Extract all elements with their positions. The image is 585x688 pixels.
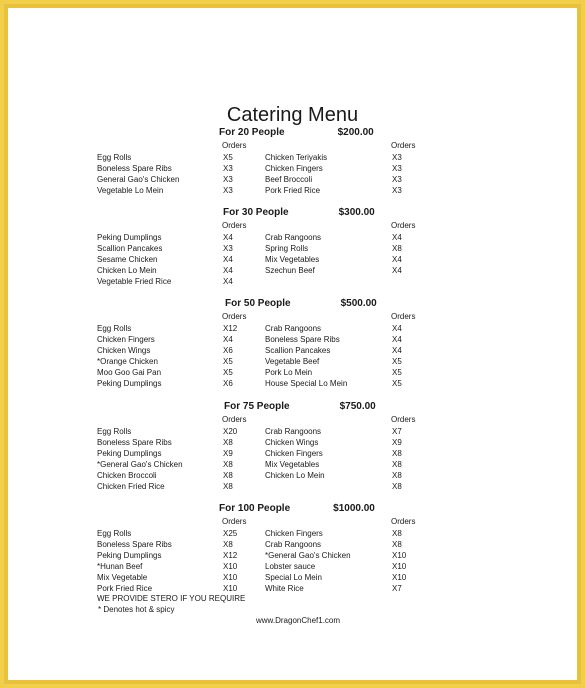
- menu-item-qty: X3: [223, 164, 233, 173]
- menu-item-name: Pork Lo Mein: [265, 368, 313, 377]
- menu-item-qty: X3: [223, 175, 233, 184]
- orders-label-right: Orders: [391, 517, 416, 526]
- menu-item-qty: X4: [223, 255, 233, 264]
- menu-item-qty: X8: [223, 438, 233, 447]
- menu-item-qty: X8: [392, 460, 402, 469]
- menu-item-name: Mix Vegetable: [97, 573, 148, 582]
- menu-item-name: *Orange Chicken: [97, 357, 158, 366]
- menu-item-name: Vegetable Beef: [265, 357, 320, 366]
- menu-item-name: Boneless Spare Ribs: [97, 540, 172, 549]
- menu-item-qty: X4: [223, 266, 233, 275]
- section-people: For 30 People: [223, 207, 289, 218]
- orders-label-right: Orders: [391, 221, 416, 230]
- menu-item-qty: X12: [223, 551, 238, 560]
- orders-label-right: Orders: [391, 312, 416, 321]
- menu-item-qty: X9: [223, 449, 233, 458]
- menu-item-qty: X8: [392, 540, 402, 549]
- menu-item-qty: X4: [392, 233, 402, 242]
- section-price: $200.00: [337, 127, 374, 138]
- menu-item-qty: X4: [392, 266, 402, 275]
- menu-item-qty: X8: [223, 471, 233, 480]
- menu-item-qty: X7: [392, 584, 402, 593]
- menu-item-name: House Special Lo Mein: [265, 379, 348, 388]
- menu-item-name: Peking Dumplings: [97, 379, 162, 388]
- menu-item-qty: X5: [392, 379, 402, 388]
- menu-item-qty: X3: [223, 186, 233, 195]
- orders-label-left: Orders: [222, 312, 247, 321]
- page-title-text: Catering Menu: [226, 104, 359, 126]
- menu-item-name: Chicken Fingers: [265, 164, 323, 173]
- menu-item-qty: X4: [392, 346, 402, 355]
- menu-item-name: Egg Rolls: [97, 324, 132, 333]
- menu-item-name: White Rice: [265, 584, 304, 593]
- menu-item-qty: X5: [223, 368, 233, 377]
- menu-item-qty: X6: [223, 346, 233, 355]
- section-people: For 75 People: [224, 401, 290, 412]
- menu-item-qty: X4: [223, 233, 233, 242]
- section-price: $300.00: [338, 207, 375, 218]
- menu-item-qty: X4: [392, 324, 402, 333]
- menu-item-qty: X8: [392, 449, 402, 458]
- section-header: [225, 298, 377, 309]
- menu-item-name: Chicken Wings: [265, 438, 319, 447]
- menu-item-name: Szechun Beef: [265, 266, 315, 275]
- menu-item-qty: X8: [223, 540, 233, 549]
- menu-item-name: Peking Dumplings: [97, 551, 162, 560]
- menu-item-name: Chicken Fingers: [265, 449, 323, 458]
- menu-item-name: Lobster sauce: [265, 562, 316, 571]
- orders-label-right: Orders: [391, 141, 416, 150]
- menu-item-qty: X4: [392, 255, 402, 264]
- menu-item-name: Boneless Spare Ribs: [97, 164, 172, 173]
- orders-label-left: Orders: [222, 415, 247, 424]
- menu-item-name: Chicken Lo Mein: [265, 471, 325, 480]
- menu-item-name: Chicken Fingers: [265, 529, 323, 538]
- menu-item-qty: X3: [223, 244, 233, 253]
- menu-item-qty: X12: [223, 324, 238, 333]
- section-price: $1000.00: [333, 503, 375, 514]
- menu-item-qty: X3: [392, 175, 402, 184]
- stereo-note: WE PROVIDE STERO IF YOU REQUIRE: [97, 594, 246, 603]
- section-price: $750.00: [339, 401, 376, 412]
- menu-item-qty: X6: [223, 379, 233, 388]
- menu-item-qty: X7: [392, 427, 402, 436]
- menu-item-name: Peking Dumplings: [97, 449, 162, 458]
- menu-item-name: Egg Rolls: [97, 153, 132, 162]
- orders-label-left: Orders: [222, 141, 247, 150]
- menu-item-qty: X5: [223, 153, 233, 162]
- menu-item-qty: X8: [392, 471, 402, 480]
- spicy-note: * Denotes hot & spicy: [98, 605, 175, 614]
- menu-item-name: Boneless Spare Ribs: [265, 335, 340, 344]
- menu-item-name: Spring Rolls: [265, 244, 309, 253]
- menu-item-name: *Hunan Beef: [97, 562, 143, 571]
- orders-label-left: Orders: [222, 221, 247, 230]
- section-header: [219, 127, 374, 138]
- menu-item-name: Peking Dumplings: [97, 233, 162, 242]
- page-title: [8, 104, 577, 127]
- menu-item-name: Pork Fried Rice: [265, 186, 321, 195]
- menu-item-name: Vegetable Lo Mein: [97, 186, 164, 195]
- section-header: [219, 503, 375, 514]
- menu-item-qty: X10: [392, 573, 407, 582]
- menu-item-name: Scallion Pancakes: [97, 244, 163, 253]
- menu-item-name: Chicken Wings: [97, 346, 151, 355]
- menu-item-name: Pork Fried Rice: [97, 584, 153, 593]
- menu-item-qty: X10: [223, 562, 238, 571]
- menu-item-qty: X5: [392, 357, 402, 366]
- menu-item-qty: X8: [392, 482, 402, 491]
- section-header: [224, 401, 376, 412]
- menu-item-qty: X10: [223, 584, 238, 593]
- menu-item-qty: X8: [223, 482, 233, 491]
- section-price: $500.00: [340, 298, 377, 309]
- menu-item-qty: X8: [223, 460, 233, 469]
- menu-item-name: Crab Rangoons: [265, 233, 322, 242]
- menu-item-name: Chicken Broccoli: [97, 471, 157, 480]
- section-people: For 20 People: [219, 127, 285, 138]
- section-people: For 50 People: [225, 298, 291, 309]
- menu-item-qty: X8: [392, 244, 402, 253]
- menu-item-name: *General Gao's Chicken: [97, 460, 183, 469]
- menu-item-qty: X9: [392, 438, 402, 447]
- menu-item-name: Crab Rangoons: [265, 540, 322, 549]
- menu-item-name: Crab Rangoons: [265, 324, 322, 333]
- menu-item-name: General Gao's Chicken: [97, 175, 180, 184]
- menu-item-name: Scallion Pancakes: [265, 346, 331, 355]
- menu-item-name: Boneless Spare Ribs: [97, 438, 172, 447]
- menu-item-name: Mix Vegetables: [265, 460, 320, 469]
- menu-item-name: Crab Rangoons: [265, 427, 322, 436]
- menu-item-qty: X4: [392, 335, 402, 344]
- menu-item-name: Egg Rolls: [97, 427, 132, 436]
- menu-item-qty: X8: [392, 529, 402, 538]
- menu-item-qty: X3: [392, 186, 402, 195]
- menu-item-qty: X5: [223, 357, 233, 366]
- menu-item-name: Moo Goo Gai Pan: [97, 368, 162, 377]
- menu-item-qty: X10: [223, 573, 238, 582]
- menu-item-qty: X10: [392, 562, 407, 571]
- menu-item-name: Mix Vegetables: [265, 255, 320, 264]
- menu-item-name: Chicken Fried Rice: [97, 482, 165, 491]
- menu-item-qty: X5: [392, 368, 402, 377]
- menu-item-name: Special Lo Mein: [265, 573, 322, 582]
- menu-item-name: Chicken Teriyakis: [265, 153, 328, 162]
- menu-page: [8, 8, 577, 680]
- menu-item-qty: X4: [223, 277, 233, 286]
- menu-item-name: Beef Broccoli: [265, 175, 313, 184]
- section-people: For 100 People: [219, 503, 291, 514]
- orders-label-right: Orders: [391, 415, 416, 424]
- menu-item-name: Vegetable Fried Rice: [97, 277, 172, 286]
- orders-label-left: Orders: [222, 517, 247, 526]
- menu-item-name: Sesame Chicken: [97, 255, 158, 264]
- menu-item-name: Chicken Fingers: [97, 335, 155, 344]
- section-header: [223, 207, 375, 218]
- menu-item-name: *General Gao's Chicken: [265, 551, 351, 560]
- menu-item-qty: X3: [392, 153, 402, 162]
- menu-item-qty: X10: [392, 551, 407, 560]
- menu-item-name: Egg Rolls: [97, 529, 132, 538]
- menu-item-qty: X4: [223, 335, 233, 344]
- menu-item-qty: X20: [223, 427, 238, 436]
- menu-item-qty: X25: [223, 529, 238, 538]
- website-link[interactable]: www.DragonChef1.com: [256, 616, 341, 625]
- menu-item-qty: X3: [392, 164, 402, 173]
- menu-item-name: Chicken Lo Mein: [97, 266, 157, 275]
